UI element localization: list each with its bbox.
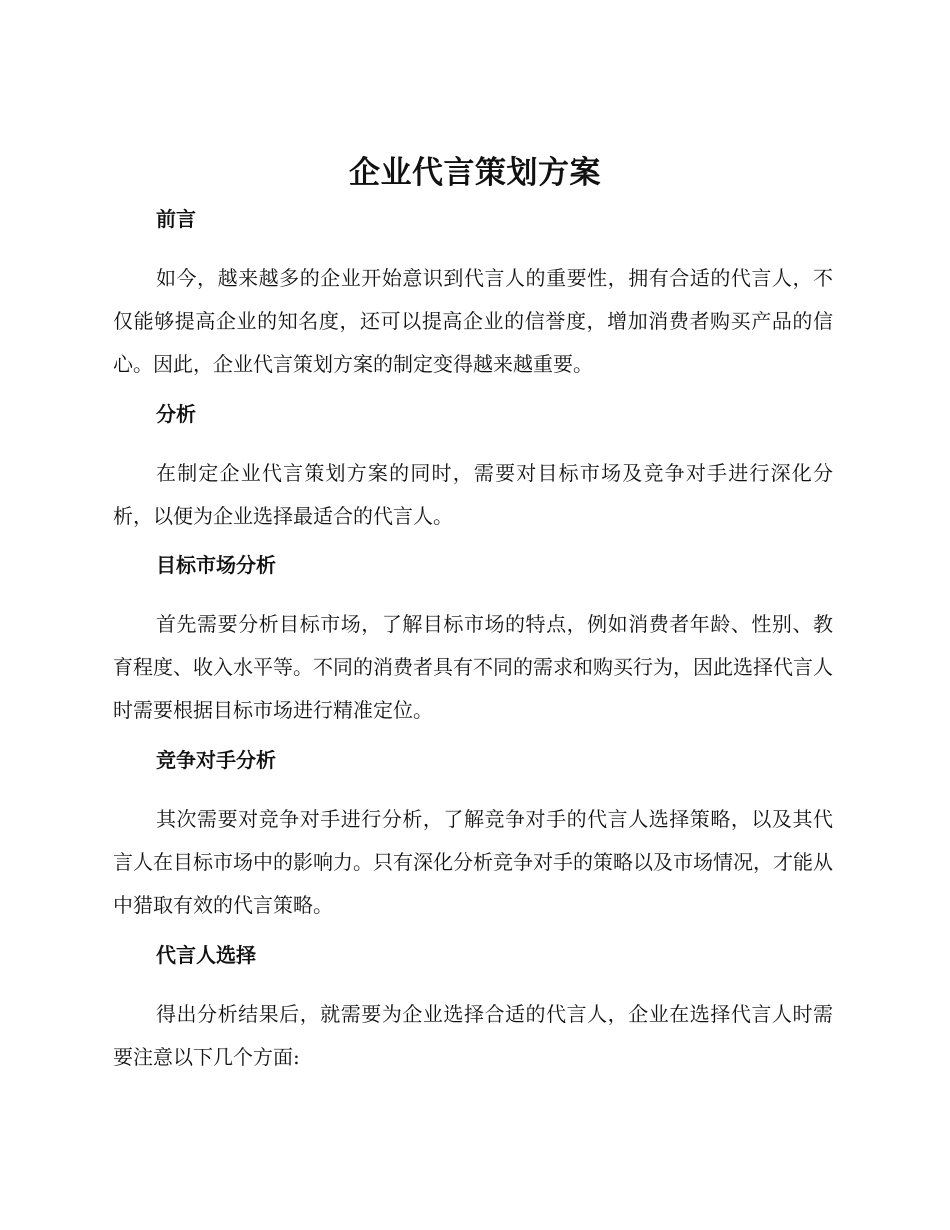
document-title: 企业代言策划方案 <box>349 155 601 191</box>
section-paragraph: 在制定企业代言策划方案的同时，需要对目标市场及竞争对手进行深化分析，以便为企业选择最适合的代言人。 <box>113 461 833 528</box>
section-heading: 目标市场分析 <box>156 553 276 577</box>
section-heading: 前言 <box>156 207 196 231</box>
section-preface <box>113 204 833 386</box>
section-paragraph: 得出分析结果后，就需要为企业选择合适的代言人，企业在选择代言人时需要注意以下几个方面: <box>113 1002 833 1069</box>
section-paragraph: 首先需要分析目标市场，了解目标市场的特点，例如消费者年龄、性别、教育程度、收入水平等。不同的消费者具有不同的需求和购买行为，因此选择代言人时需要根据目标市场进行精准定位。 <box>113 612 833 722</box>
section-analysis <box>113 399 833 538</box>
section-heading: 竞争对手分析 <box>156 748 276 772</box>
section-spokesperson-selection <box>113 940 833 1079</box>
section-heading: 分析 <box>156 402 196 426</box>
section-heading: 代言人选择 <box>156 943 256 967</box>
section-paragraph: 其次需要对竞争对手进行分析，了解竞争对手的代言人选择策略，以及其代言人在目标市场中的影响力。只有深化分析竞争对手的策略以及市场情况，才能从中猎取有效的代言策略。 <box>113 807 833 917</box>
section-competitor <box>113 745 833 927</box>
section-paragraph: 如今，越来越多的企业开始意识到代言人的重要性，拥有合适的代言人，不仅能够提高企业的知名度，还可以提高企业的信誉度，增加消费者购买产品的信心。因此，企业代言策划方案的制定变得越来越重要。 <box>113 266 833 376</box>
section-target-market <box>113 550 833 732</box>
